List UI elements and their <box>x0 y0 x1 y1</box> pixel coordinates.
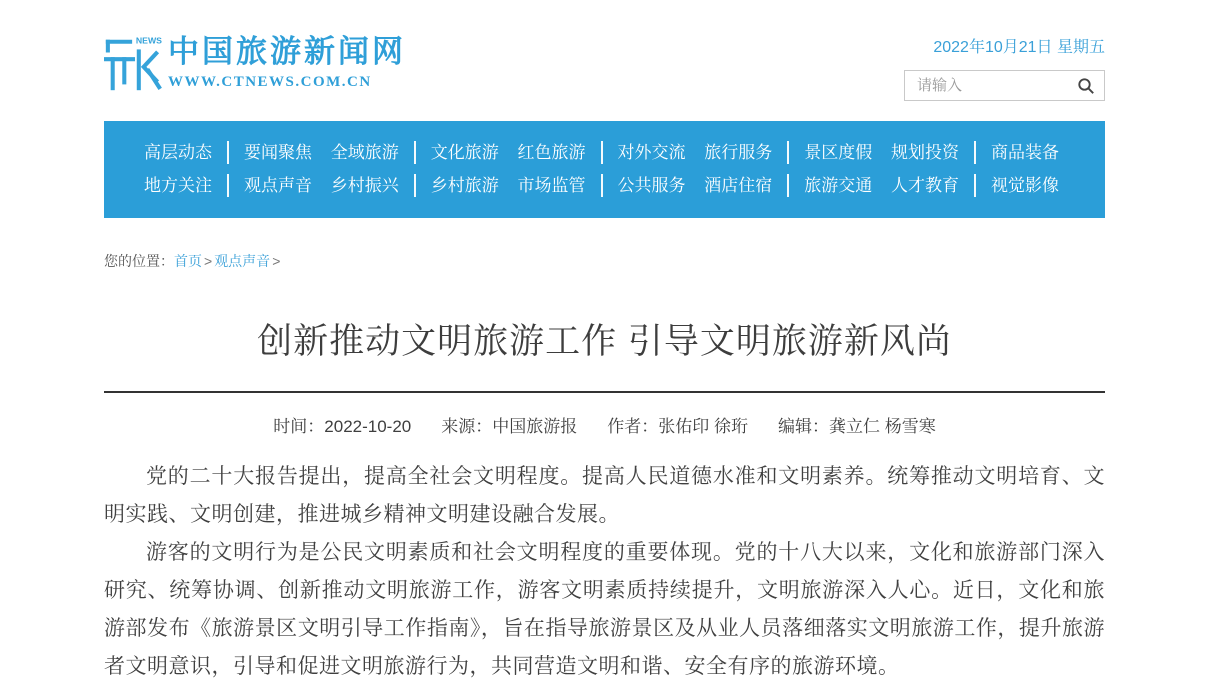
nav-group <box>518 169 686 202</box>
nav-item-difangguanzhu[interactable]: 地方关注 <box>144 176 212 195</box>
article-meta-time: 时间：2022-10-20 <box>273 417 412 436</box>
nav-item-wenhualvyou[interactable]: 文化旅游 <box>430 143 499 162</box>
search-input[interactable] <box>915 76 1076 95</box>
nav-group <box>704 169 872 202</box>
nav-item-xiangcunlvyou[interactable]: 乡村旅游 <box>430 176 499 195</box>
nav-item-lvxingfuwu[interactable]: 旅行服务 <box>704 143 773 162</box>
nav-item-rencaijiaoyu[interactable]: 人才教育 <box>891 176 959 195</box>
breadcrumb <box>104 251 1105 271</box>
nav-divider <box>227 141 229 164</box>
nav-divider <box>601 141 603 164</box>
article-meta-source: 来源：中国旅游报 <box>441 417 578 436</box>
search-box <box>904 70 1105 101</box>
breadcrumb-separator: > <box>204 253 213 269</box>
nav-divider <box>227 174 229 197</box>
article-title: 创新推动文明旅游工作 引导文明旅游新风尚 <box>257 322 952 361</box>
site-logo[interactable] <box>104 32 406 96</box>
search-icon <box>1077 77 1095 95</box>
nav-item-lvyoujiaotong[interactable]: 旅游交通 <box>804 176 873 195</box>
site-header <box>104 0 1105 98</box>
nav-row-2 <box>144 169 1059 202</box>
nav-group <box>704 136 872 169</box>
breadcrumb-link-section[interactable]: 观点声音 <box>214 253 271 269</box>
nav-item-shichangjianguan[interactable]: 市场监管 <box>517 176 586 195</box>
article-paragraph-1: 党的二十大报告提出，提高全社会文明程度。提高人民道德水准和文明素养。统筹推动文明培育、文明实践、文明创建，推进城乡精神文明建设融合发展。 <box>104 465 1105 526</box>
nav-group <box>891 136 1059 169</box>
nav-divider <box>601 174 603 197</box>
nav-divider <box>414 174 416 197</box>
logo-text <box>168 32 406 91</box>
nav-group <box>518 136 686 169</box>
nav-divider <box>974 141 976 164</box>
nav-divider <box>787 141 789 164</box>
nav-group <box>891 169 1059 202</box>
nav-item-yaowenjujiao[interactable]: 要闻聚焦 <box>244 143 312 162</box>
nav-row-1 <box>144 136 1059 169</box>
nav-item-quanyulvyou[interactable]: 全域旅游 <box>330 143 399 162</box>
breadcrumb-separator: > <box>272 253 281 269</box>
logo-icon <box>104 32 162 96</box>
nav-group <box>331 136 499 169</box>
site-url: WWW.CTNEWS.COM.CN <box>168 74 372 90</box>
nav-group <box>331 169 499 202</box>
logo-news-badge: NEWS <box>135 35 162 46</box>
title-divider <box>104 391 1105 393</box>
article-body <box>104 458 1105 682</box>
nav-item-guandianshengyin[interactable]: 观点声音 <box>244 176 312 195</box>
nav-item-hongselvyou[interactable]: 红色旅游 <box>517 143 586 162</box>
article-paragraph-2: 游客的文明行为是公民文明素质和社会文明程度的重要体现。党的十八大以来，文化和旅游部门深入研究、统筹协调、创新推动文明旅游工作，游客文明素质持续提升，文明旅游深入人心。近日，文化和旅游部发布《旅游景区文明引导工作指南》，旨在指导旅游景区及从业人员落细落实文明旅游工作，提升旅游者文明意识，引导和促进文明旅游行为，共同营造文明和谐、安全有序的旅游环境。 <box>104 541 1105 678</box>
article-meta <box>104 412 1105 437</box>
nav-divider <box>974 174 976 197</box>
nav-item-gaocengdongtai[interactable]: 高层动态 <box>144 143 212 162</box>
breadcrumb-link-home[interactable]: 首页 <box>174 253 202 269</box>
nav-group <box>144 136 312 169</box>
site-name: 中国旅游新闻网 <box>168 34 406 69</box>
nav-item-gonggongfuwu[interactable]: 公共服务 <box>617 176 686 195</box>
nav-item-shangpinzhuangbei[interactable]: 商品装备 <box>991 143 1059 162</box>
article-meta-author: 作者：张佑印 徐珩 <box>607 417 748 436</box>
nav-item-xiangcunzhenxing[interactable]: 乡村振兴 <box>330 176 399 195</box>
search-button[interactable] <box>1076 76 1096 96</box>
nav-item-guihuatouzi[interactable]: 规划投资 <box>891 143 959 162</box>
nav-divider <box>787 174 789 197</box>
current-date: 2022年10月21日 星期五 <box>933 39 1105 56</box>
main-nav <box>104 121 1105 218</box>
nav-group <box>144 169 312 202</box>
breadcrumb-label: 您的位置： <box>104 253 174 269</box>
nav-item-shijueyingxiang[interactable]: 视觉影像 <box>991 176 1059 195</box>
nav-item-duiwaijiaoliu[interactable]: 对外交流 <box>617 143 686 162</box>
header-right <box>904 32 1105 101</box>
article-meta-editor: 编辑：龚立仁 杨雪寒 <box>777 417 936 436</box>
nav-divider <box>414 141 416 164</box>
nav-item-jingqudujia[interactable]: 景区度假 <box>804 143 873 162</box>
nav-item-jiudianzhusu[interactable]: 酒店住宿 <box>704 176 773 195</box>
